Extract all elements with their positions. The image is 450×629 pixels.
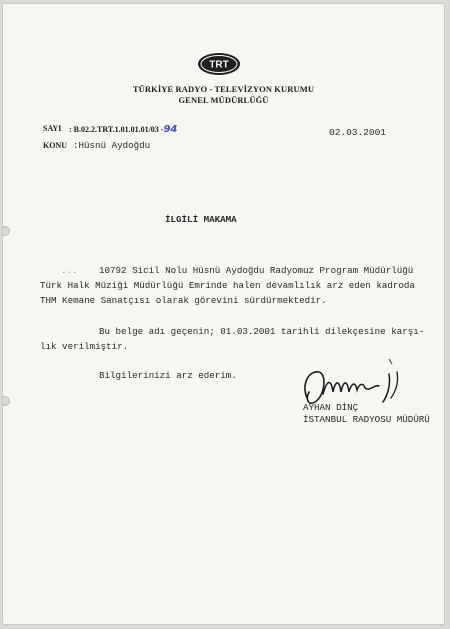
paragraph2-line2: lık verilmiştir. <box>40 341 129 352</box>
punch-hole <box>3 396 10 406</box>
paragraph1-line1: 10792 Sicil Nolu Hüsnü Aydoğdu Radyomuz Program Müdürlüğü <box>99 265 414 276</box>
subject-value: :Hüsnü Aydoğdu <box>73 140 151 151</box>
logo-text: TRT <box>209 59 229 71</box>
paragraph1-line2: Türk Halk Müziği Müdürlüğü Emrinde halen devamlılık arz eden kadroda <box>40 280 415 291</box>
paragraph-indent-mark: ... <box>61 265 78 276</box>
tick-mark <box>387 358 395 366</box>
reference-number <box>69 124 177 135</box>
paragraph2-line1: Bu belge adı geçenin; 01.03.2001 tarihli dilekçesine karşı- <box>99 326 425 337</box>
reference-handwritten-number: 94 <box>163 124 178 135</box>
closing-line: Bilgilerinizi arz ederim. <box>99 370 237 381</box>
subject-label: KONU <box>43 141 67 150</box>
reference-number-value: : B.02.2.TRT.1.01.01.01/03 - <box>69 125 164 134</box>
trt-logo <box>197 52 241 76</box>
institution-name: TÜRKİYE RADYO - TELEVİZYON KURUMU <box>132 84 315 94</box>
signatory-title: İSTANBUL RADYOSU MÜDÜRÜ <box>303 414 430 425</box>
letter-page <box>3 4 444 624</box>
institution-subunit: GENEL MÜDÜRLÜĞÜ <box>178 95 269 105</box>
paragraph1-line3: THM Kemane Sanatçısı olarak görevini sürdürmektedir. <box>40 295 327 306</box>
signatory-name: AYHAN DİNÇ <box>303 402 359 413</box>
letter-date: 02.03.2001 <box>329 127 387 138</box>
punch-hole <box>3 226 10 236</box>
reference-label: SAYI <box>43 124 62 133</box>
addressee: İLGİLİ MAKAMA <box>165 214 237 225</box>
